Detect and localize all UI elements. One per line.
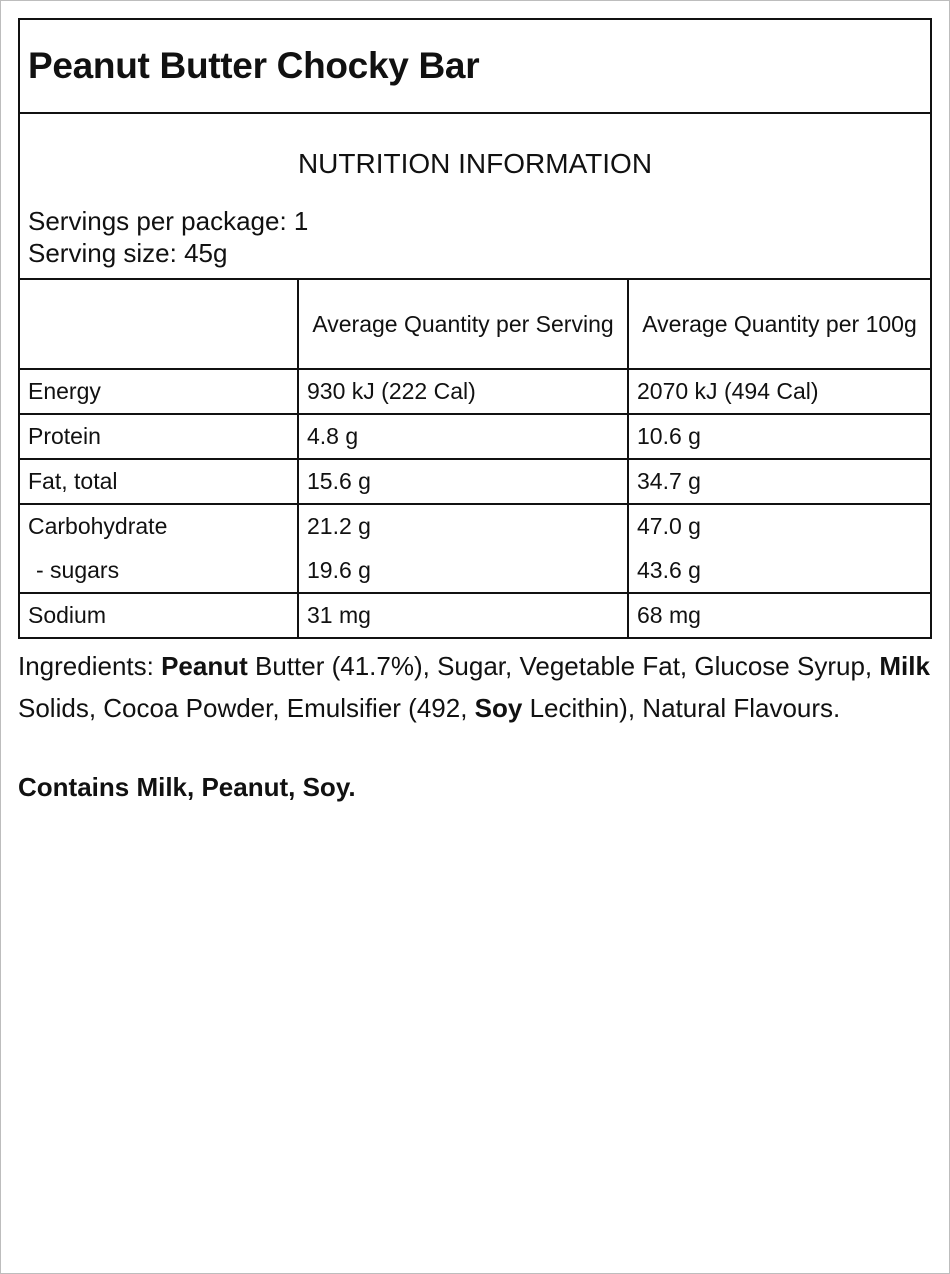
nutrition-table	[20, 280, 930, 637]
nutrient-label: Carbohydrate	[20, 504, 298, 548]
column-header-per-100g: Average Quantity per 100g	[628, 280, 930, 369]
nutrition-heading: NUTRITION INFORMATION	[297, 148, 653, 179]
allergen-milk: Milk	[879, 651, 930, 681]
allergen-soy: Soy	[474, 693, 523, 723]
per-100g-value: 68 mg	[628, 593, 930, 637]
per-serving-value: 31 mg	[298, 593, 628, 637]
allergen-statement: Contains Milk, Peanut, Soy.	[18, 772, 356, 802]
per-100g-value: 47.0 g	[628, 504, 930, 548]
allergen-peanut: Peanut	[161, 651, 248, 681]
nutrient-label: Protein	[20, 414, 298, 459]
per-100g-value: 2070 kJ (494 Cal)	[628, 369, 930, 414]
nutrient-label: Energy	[20, 369, 298, 414]
ingredients-part: Lecithin), Natural Flavours.	[522, 693, 841, 723]
serving-size: Serving size: 45g	[28, 238, 228, 268]
table-row-fat	[20, 459, 930, 504]
per-100g-value: 34.7 g	[628, 459, 930, 504]
per-100g-value: 10.6 g	[628, 414, 930, 459]
nutrient-label: Sodium	[20, 593, 298, 637]
per-100g-value: 43.6 g	[628, 548, 930, 593]
table-row-sodium	[20, 593, 930, 637]
product-title: Peanut Butter Chocky Bar	[20, 20, 930, 114]
nutrient-label: - sugars	[36, 556, 120, 583]
table-row-protein	[20, 414, 930, 459]
nutrition-panel	[18, 18, 932, 639]
table-row-carbohydrate	[20, 504, 930, 548]
ingredients-part: Butter (41.7%), Sugar, Vegetable Fat, Glucose Syrup,	[247, 651, 880, 681]
table-header-row	[20, 280, 930, 369]
ingredients-prefix: Ingredients:	[18, 651, 162, 681]
column-header-per-serving: Average Quantity per Serving	[298, 280, 628, 369]
table-row-energy	[20, 369, 930, 414]
nutrition-info-block	[20, 114, 930, 280]
per-serving-value: 19.6 g	[298, 548, 628, 593]
per-serving-value: 4.8 g	[298, 414, 628, 459]
per-serving-value: 15.6 g	[298, 459, 628, 504]
servings-per-package: Servings per package: 1	[28, 206, 309, 236]
table-row-sugars	[20, 548, 930, 593]
nutrient-label: Fat, total	[20, 459, 298, 504]
ingredients-text	[18, 645, 932, 729]
ingredients-part: Solids, Cocoa Powder, Emulsifier (492,	[18, 693, 475, 723]
column-header-nutrient	[20, 280, 298, 369]
per-serving-value: 930 kJ (222 Cal)	[298, 369, 628, 414]
per-serving-value: 21.2 g	[298, 504, 628, 548]
